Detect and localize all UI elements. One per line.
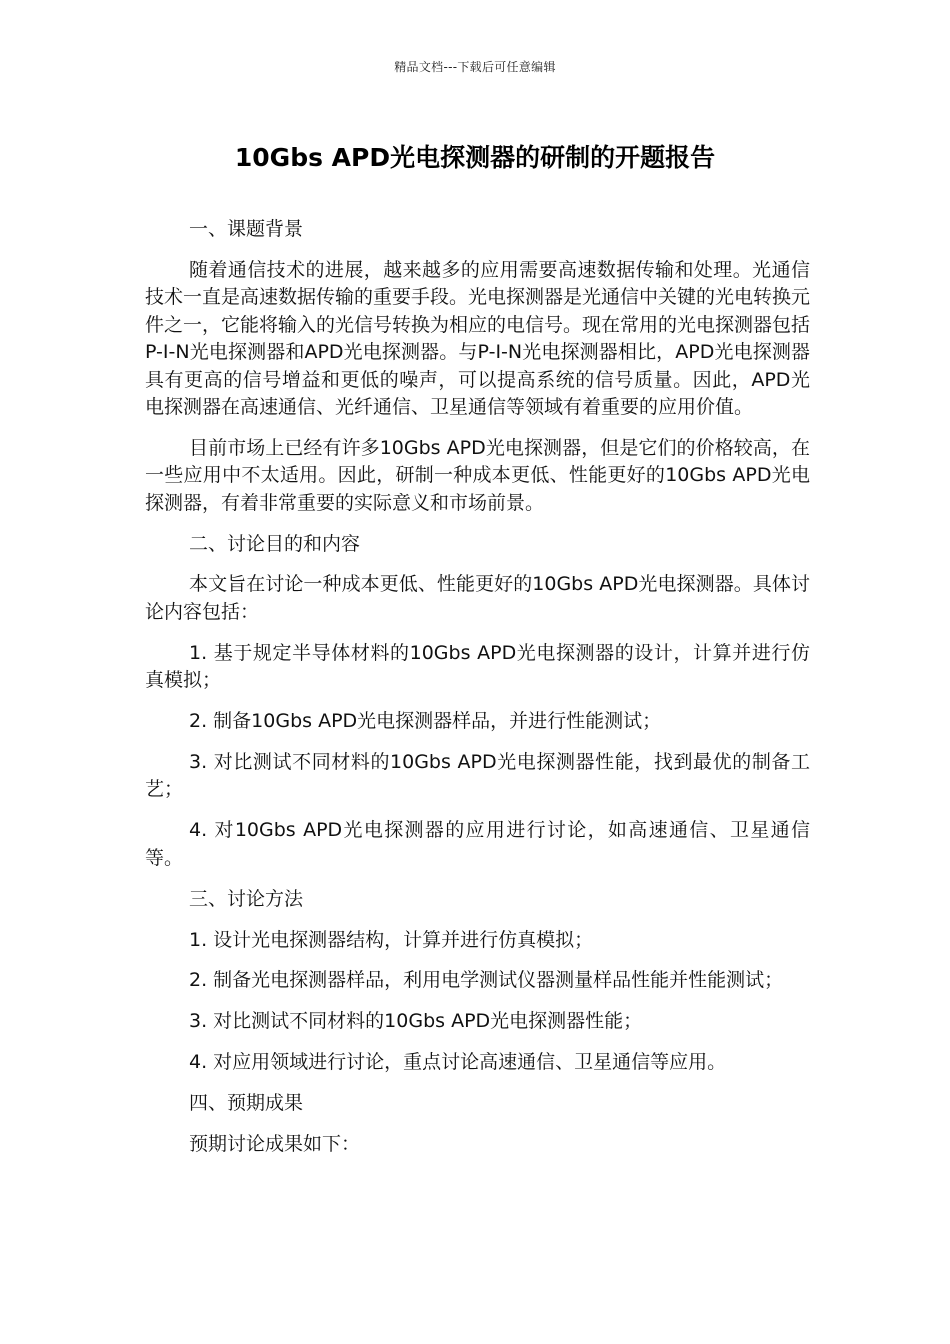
list-item: 4. 对10Gbs APD光电探测器的应用进行讨论，如高速通信、卫星通信等。 bbox=[145, 819, 810, 869]
section-heading-method: 三、讨论方法 bbox=[189, 887, 304, 910]
list-item: 2. 制备光电探测器样品，利用电学测试仪器测量样品性能并性能测试； bbox=[189, 969, 784, 992]
section-heading-background: 一、课题背景 bbox=[189, 218, 304, 240]
document-body bbox=[145, 216, 810, 1172]
list-item: 4. 对应用领域进行讨论，重点讨论高速通信、卫星通信等应用。 bbox=[189, 1051, 727, 1074]
paragraph: 随着通信技术的进展，越来越多的应用需要高速数据传输和处理。光通信技术一直是高速数据传输的重要手段。光电探测器是光通信中关键的光电转换元件之一，它能将输入的光信号转换为相应的电信号。现在常用的光电探测器包括P-I-N光电探测器和APD光电探测器。与P-I-N光电探测器相比，APD光电探测器具有更高的信号增益和更低的噪声，可以提高系统的信号质量。因此，APD光电探测器在高速通信、光纤通信、卫星通信等领域有着重要的应用价值。 bbox=[145, 258, 811, 418]
list-item: 3. 对比测试不同材料的10Gbs APD光电探测器性能，找到最优的制备工艺； bbox=[145, 751, 810, 801]
page-header: 精品文档---下载后可任意编辑 bbox=[394, 60, 556, 74]
paragraph: 预期讨论成果如下： bbox=[189, 1133, 361, 1156]
list-item: 2. 制备10Gbs APD光电探测器样品，并进行性能测试； bbox=[189, 710, 662, 733]
list-item: 1. 设计光电探测器结构，计算并进行仿真模拟； bbox=[189, 928, 594, 951]
paragraph: 目前市场上已经有许多10Gbs APD光电探测器，但是它们的价格较高，在一些应用中不太适用。因此，研制一种成本更低、性能更好的10Gbs APD光电探测器，有着非常重要的实际意义和市场前景。 bbox=[145, 436, 810, 514]
list-item: 3. 对比测试不同材料的10Gbs APD光电探测器性能； bbox=[189, 1010, 643, 1033]
paragraph: 本文旨在讨论一种成本更低、性能更好的10Gbs APD光电探测器。具体讨论内容包括： bbox=[145, 573, 810, 623]
list-item: 1. 基于规定半导体材料的10Gbs APD光电探测器的设计，计算并进行仿真模拟； bbox=[145, 641, 810, 692]
section-heading-results: 四、预期成果 bbox=[189, 1092, 304, 1115]
document-title: 10Gbs APD光电探测器的研制的开题报告 bbox=[234, 143, 716, 172]
section-heading-purpose: 二、讨论目的和内容 bbox=[189, 532, 361, 555]
